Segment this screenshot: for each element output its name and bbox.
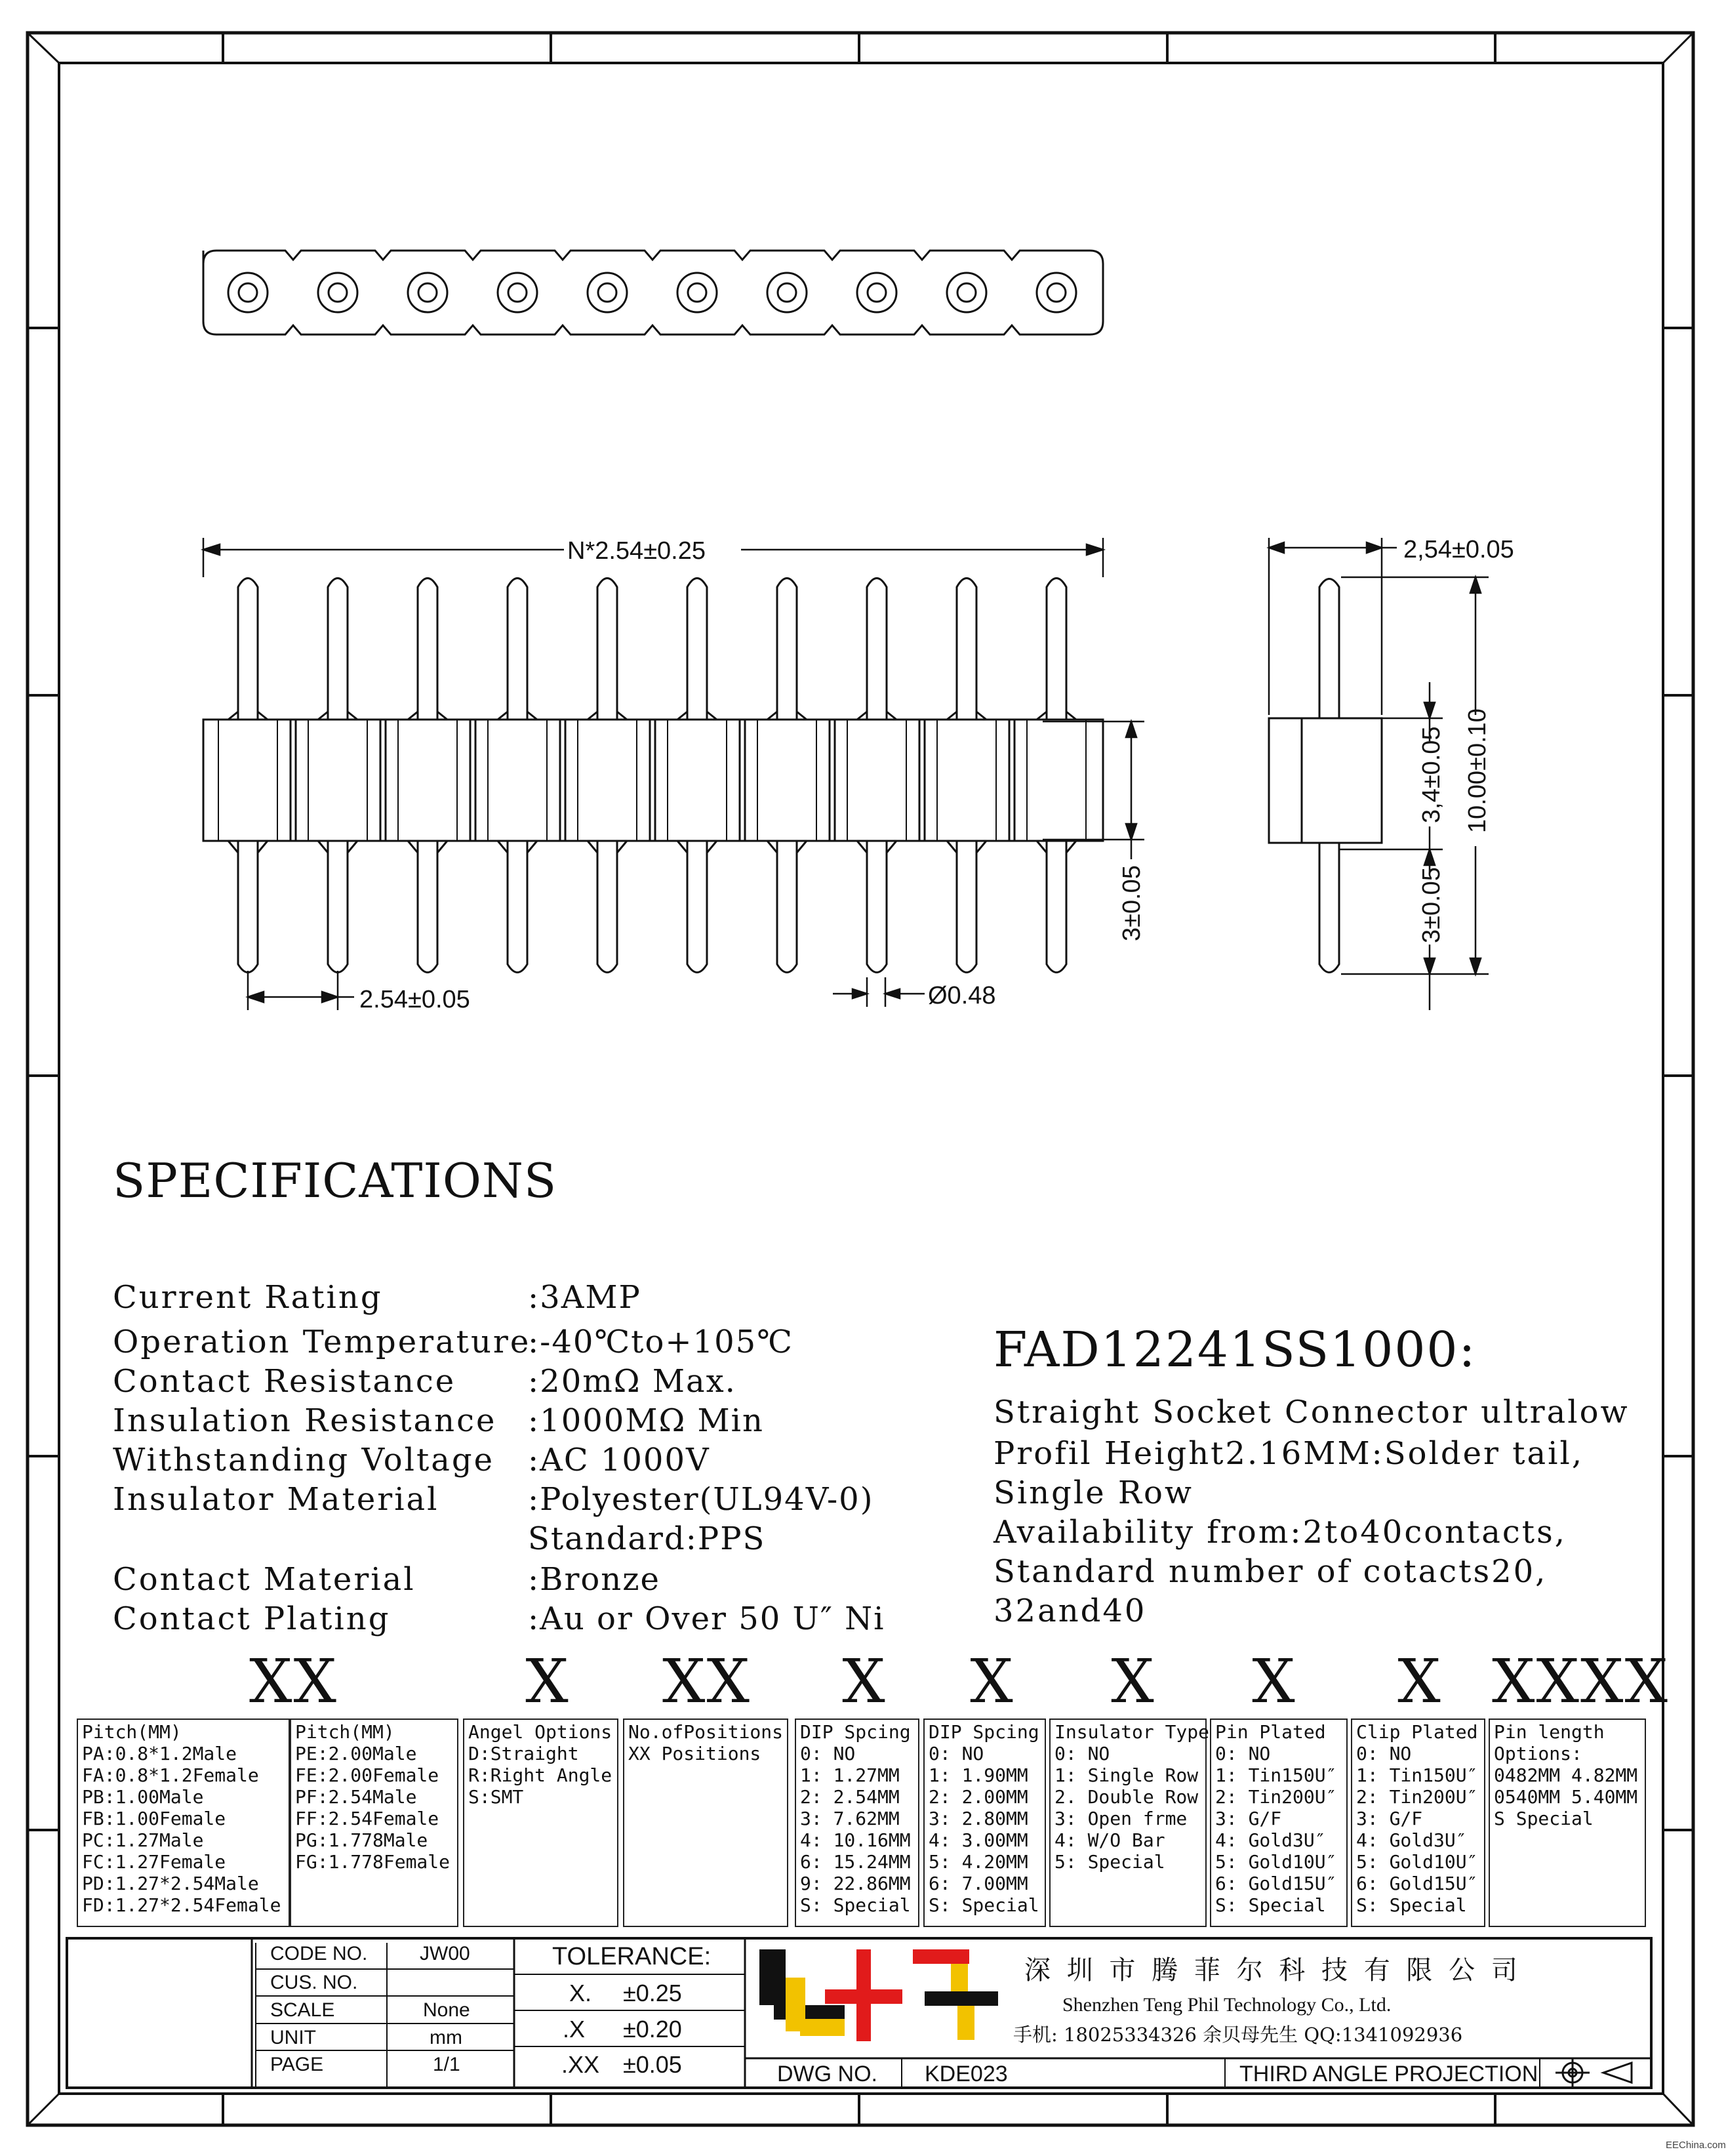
option-line: 3: Open frme [1054, 1808, 1188, 1829]
company-name-cn: 深 圳 市 腾 菲 尔 科 技 有 限 公 司 [1024, 1955, 1521, 1985]
option-line: PF:2.54Male [295, 1786, 417, 1808]
dwg-no-value: KDE023 [925, 2062, 1008, 2086]
option-line: D:Straight [468, 1743, 579, 1764]
option-line: 6: Gold15U″ [1215, 1873, 1337, 1894]
spec-label: Contact Plating [113, 1600, 391, 1637]
option-line: FB:1.00Female [82, 1808, 226, 1829]
option-line: 0: NO [1054, 1743, 1110, 1764]
spec-value: :AC 1000V [528, 1442, 710, 1478]
specifications-title: SPECIFICATIONS [113, 1153, 557, 1208]
pin-shoulder [588, 712, 627, 720]
spec-label: Insulation Resistance [113, 1402, 497, 1439]
pin-upper [238, 579, 258, 720]
option-line: 9: 22.86MM [800, 1873, 911, 1894]
option-line: PB:1.00Male [82, 1786, 204, 1808]
spec-value: :Polyester(UL94V-0) [528, 1481, 874, 1518]
socket-hole-inner [1047, 283, 1066, 302]
option-line: FF:2.54Female [295, 1808, 439, 1829]
pin-collar [1037, 841, 1076, 853]
pin-collar [677, 841, 717, 853]
pin-lower [1047, 841, 1066, 973]
pin-shoulder [318, 712, 357, 720]
spec-value: :3AMP [528, 1279, 641, 1316]
pin-upper [687, 579, 707, 720]
spec-label: Withstanding Voltage [113, 1442, 495, 1478]
option-line: 2: Tin200U″ [1215, 1786, 1337, 1808]
option-box-pin-length [1489, 1719, 1646, 1927]
spec-value: Standard:PPS [528, 1520, 766, 1557]
pin-collar [947, 841, 986, 853]
part-number: FAD12241SS1000: [993, 1322, 1477, 1378]
spec-label: Contact Material [113, 1561, 416, 1598]
pin-lower [957, 841, 976, 973]
option-line: 5: Gold10U″ [1356, 1851, 1478, 1873]
option-line: S: Special [1356, 1894, 1467, 1916]
socket-hole-inner [329, 283, 347, 302]
tol-x1-value: ±0.20 [623, 2016, 682, 2043]
pin-shoulder [228, 712, 268, 720]
option-line: PC:1.27Male [82, 1829, 204, 1851]
option-box-clip-plated [1351, 1719, 1485, 1927]
pin-shoulder [1037, 712, 1076, 720]
option-line: 0: NO [1356, 1743, 1412, 1764]
option-line: Pin length [1494, 1721, 1605, 1743]
tol-x-value: ±0.25 [623, 1980, 682, 2006]
option-line: PA:0.8*1.2Male [82, 1743, 237, 1764]
option-line: 6: 15.24MM [800, 1851, 911, 1873]
option-line: DIP Spcing [800, 1721, 911, 1743]
option-line: 1: Tin150U″ [1215, 1764, 1337, 1786]
code-segment: X [970, 1646, 1014, 1717]
socket-hole-outer [767, 273, 807, 312]
option-line: 3: 7.62MM [800, 1808, 900, 1829]
pin-lower [328, 841, 348, 973]
socket-hole-outer [1037, 273, 1076, 312]
front-view [203, 579, 1103, 973]
pin-lower [597, 841, 617, 973]
option-line: Pitch(MM) [295, 1721, 395, 1743]
tol-xx-label: .XX [561, 2051, 600, 2078]
option-line: S Special [1494, 1808, 1594, 1829]
option-line: FG:1.778Female [295, 1851, 451, 1873]
option-line: PG:1.778Male [295, 1829, 428, 1851]
code-segment: X [842, 1646, 887, 1717]
tol-x1-label: .X [563, 2016, 586, 2043]
socket-hole-outer [588, 273, 627, 312]
pin-collar [857, 841, 896, 853]
pin-upper [777, 579, 797, 720]
code-segment: XXXX [1492, 1646, 1669, 1717]
tol-xx-value: ±0.05 [623, 2051, 682, 2078]
pin-shoulder [408, 712, 447, 720]
option-line: R:Right Angle [468, 1764, 612, 1786]
code-no-label: CODE NO. [270, 1943, 368, 1964]
option-line: 4: W/O Bar [1054, 1829, 1165, 1851]
option-line: 4: Gold3U″ [1215, 1829, 1326, 1851]
dim-side-tail-height: 3±0.05 [1418, 867, 1445, 943]
socket-hole-inner [598, 283, 616, 302]
pin-lower [418, 841, 437, 973]
pin-upper [867, 579, 887, 720]
option-line: 1: Tin150U″ [1356, 1764, 1478, 1786]
code-segment: X [525, 1646, 570, 1717]
dim-side-body-height: 3,4±0.05 [1418, 726, 1445, 823]
option-line: XX Positions [628, 1743, 761, 1764]
option-line: 3: 2.80MM [929, 1808, 1028, 1829]
dim-overall-length: N*2.54±0.25 [567, 537, 706, 565]
spec-label: Contact Resistance [113, 1363, 456, 1400]
option-line: S: Special [800, 1894, 911, 1916]
option-line: 2. Double Row [1054, 1786, 1199, 1808]
tolerance-label: TOLERANCE: [552, 1943, 712, 1970]
option-box-angle [463, 1719, 618, 1927]
spec-value: :-40℃to+105℃ [528, 1324, 793, 1360]
option-box-pitch-right [290, 1719, 458, 1927]
top-view [203, 251, 1103, 335]
code-segment: XX [249, 1646, 338, 1717]
option-line: 4: Gold3U″ [1356, 1829, 1467, 1851]
option-line: Clip Plated [1356, 1721, 1478, 1743]
spec-value: :1000MΩ Min [528, 1402, 764, 1439]
option-line: 3: G/F [1356, 1808, 1423, 1829]
socket-hole-inner [868, 283, 886, 302]
pin-upper [508, 579, 527, 720]
option-line: 4: 10.16MM [800, 1829, 911, 1851]
option-line: 1: 1.90MM [929, 1764, 1028, 1786]
option-line: 5: Special [1054, 1851, 1165, 1873]
dimension-lines [203, 538, 1489, 1010]
pin-lower [508, 841, 527, 973]
scale-value: None [423, 1999, 470, 2021]
option-box-dip-spacing-2 [923, 1719, 1046, 1927]
spec-label: Operation Temperature [113, 1324, 531, 1360]
option-line: 1: Single Row [1054, 1764, 1199, 1786]
option-line: 0: NO [1215, 1743, 1271, 1764]
pin-lower [867, 841, 887, 973]
pin-upper [1047, 579, 1066, 720]
option-box-pin-plated [1210, 1719, 1348, 1927]
option-box-positions [623, 1719, 788, 1927]
pin-shoulder [498, 712, 537, 720]
description-line: Single Row [993, 1475, 1194, 1511]
socket-hole-inner [239, 283, 257, 302]
socket-hole-inner [418, 283, 437, 302]
spec-value: :Bronze [528, 1561, 660, 1598]
watermark: EEChina.com [1666, 2140, 1726, 2151]
option-line: 6: 7.00MM [929, 1873, 1028, 1894]
pin-lower [238, 841, 258, 973]
option-line: PD:1.27*2.54Male [82, 1873, 259, 1894]
spec-label: Insulator Material [113, 1481, 439, 1518]
option-box-pitch-left [77, 1719, 290, 1927]
option-line: Pin Plated [1215, 1721, 1326, 1743]
spec-value: :Au or Over 50 U″ Ni [528, 1600, 885, 1637]
pin-collar [498, 841, 537, 853]
option-line: 4: 3.00MM [929, 1829, 1028, 1851]
pin-collar [318, 841, 357, 853]
socket-hole-outer [947, 273, 986, 312]
option-line: 0540MM 5.40MM [1494, 1786, 1638, 1808]
dwg-no-label: DWG NO. [777, 2062, 877, 2086]
description-line: 32and40 [993, 1593, 1147, 1629]
pin-upper [418, 579, 437, 720]
option-line: S:SMT [468, 1786, 524, 1808]
option-line: 5: 4.20MM [929, 1851, 1028, 1873]
pin-shoulder [947, 712, 986, 720]
cus-no-label: CUS. NO. [270, 1972, 358, 1993]
dim-side-total-height: 10.00±0.10 [1464, 708, 1491, 833]
unit-value: mm [430, 2027, 462, 2048]
option-line: FD:1.27*2.54Female [82, 1894, 281, 1916]
projection-label: THIRD ANGLE PROJECTION [1239, 2062, 1538, 2086]
page-label: PAGE [270, 2054, 324, 2075]
socket-hole-outer [228, 273, 268, 312]
option-box-dip-spacing-1 [795, 1719, 919, 1927]
socket-hole-outer [677, 273, 717, 312]
pin-shoulder [767, 712, 807, 720]
code-segment: X [1252, 1646, 1296, 1717]
option-box-insulator-type [1049, 1719, 1210, 1927]
socket-hole-inner [778, 283, 796, 302]
socket-hole-inner [508, 283, 527, 302]
option-line: 6: Gold15U″ [1356, 1873, 1478, 1894]
code-no-value: JW00 [420, 1943, 470, 1964]
option-line: 1: 1.27MM [800, 1764, 900, 1786]
pin-lower [687, 841, 707, 973]
socket-hole-outer [498, 273, 537, 312]
option-line: Insulator Type [1054, 1721, 1210, 1743]
option-line: FE:2.00Female [295, 1764, 439, 1786]
description-line: Availability from:2to40contacts, [993, 1514, 1567, 1551]
pin-collar [767, 841, 807, 853]
spec-value: :20mΩ Max. [528, 1363, 736, 1400]
option-line: 2: Tin200U″ [1356, 1786, 1478, 1808]
option-line: S: Special [1215, 1894, 1326, 1916]
tol-x-label: X. [569, 1980, 592, 2006]
option-line: 3: G/F [1215, 1808, 1282, 1829]
option-line: 0482MM 4.82MM [1494, 1764, 1638, 1786]
option-line: Angel Options [468, 1721, 612, 1743]
option-line: 0: NO [929, 1743, 984, 1764]
pin-collar [408, 841, 447, 853]
description-line: Profil Height2.16MM:Solder tail, [993, 1435, 1584, 1472]
option-line: FA:0.8*1.2Female [82, 1764, 259, 1786]
option-line: Options: [1494, 1743, 1582, 1764]
code-segment: XX [662, 1646, 751, 1717]
option-line: Pitch(MM) [82, 1721, 182, 1743]
pin-lower [777, 841, 797, 973]
top-strip [203, 251, 1103, 335]
description-line: Standard number of cotacts20, [993, 1553, 1548, 1590]
option-line: 2: 2.00MM [929, 1786, 1028, 1808]
third-angle-projection-icon [1555, 2058, 1632, 2088]
pin-shoulder [857, 712, 896, 720]
option-line: 0: NO [800, 1743, 856, 1764]
company-contact: 手机: 18025334326 余贝母先生 QQ:1341092936 [1013, 2024, 1463, 2046]
pin-upper [597, 579, 617, 720]
code-segment: X [1397, 1646, 1442, 1717]
socket-hole-inner [957, 283, 976, 302]
socket-hole-inner [688, 283, 706, 302]
dim-pitch: 2.54±0.05 [359, 986, 470, 1013]
socket-hole-outer [318, 273, 357, 312]
company-logo [759, 1949, 998, 2041]
option-line: 2: 2.54MM [800, 1786, 900, 1808]
pin-shoulder [677, 712, 717, 720]
option-line: 5: Gold10U″ [1215, 1851, 1337, 1873]
option-line: PE:2.00Male [295, 1743, 417, 1764]
dim-tail-height: 3±0.05 [1118, 865, 1146, 941]
company-name-en: Shenzhen Teng Phil Technology Co., Ltd. [1062, 1994, 1392, 2016]
option-line: No.ofPositions [628, 1721, 784, 1743]
description-line: Straight Socket Connector ultralow [993, 1394, 1630, 1431]
dim-side-pitch: 2,54±0.05 [1403, 536, 1514, 563]
spec-label: Current Rating [113, 1279, 383, 1316]
page-value: 1/1 [433, 2054, 460, 2075]
side-view [1269, 579, 1382, 973]
scale-label: SCALE [270, 1999, 335, 2021]
dim-pin-diameter: Ø0.48 [928, 982, 996, 1009]
option-line: DIP Spcing [929, 1721, 1039, 1743]
option-line: S: Special [929, 1894, 1039, 1916]
unit-label: UNIT [270, 2027, 316, 2048]
pin-upper [957, 579, 976, 720]
socket-hole-outer [857, 273, 896, 312]
pin-collar [228, 841, 268, 853]
insulator-body [203, 720, 1103, 841]
pin-collar [588, 841, 627, 853]
option-line: FC:1.27Female [82, 1851, 226, 1873]
socket-hole-outer [408, 273, 447, 312]
code-segment: X [1111, 1646, 1155, 1717]
pin-upper [328, 579, 348, 720]
